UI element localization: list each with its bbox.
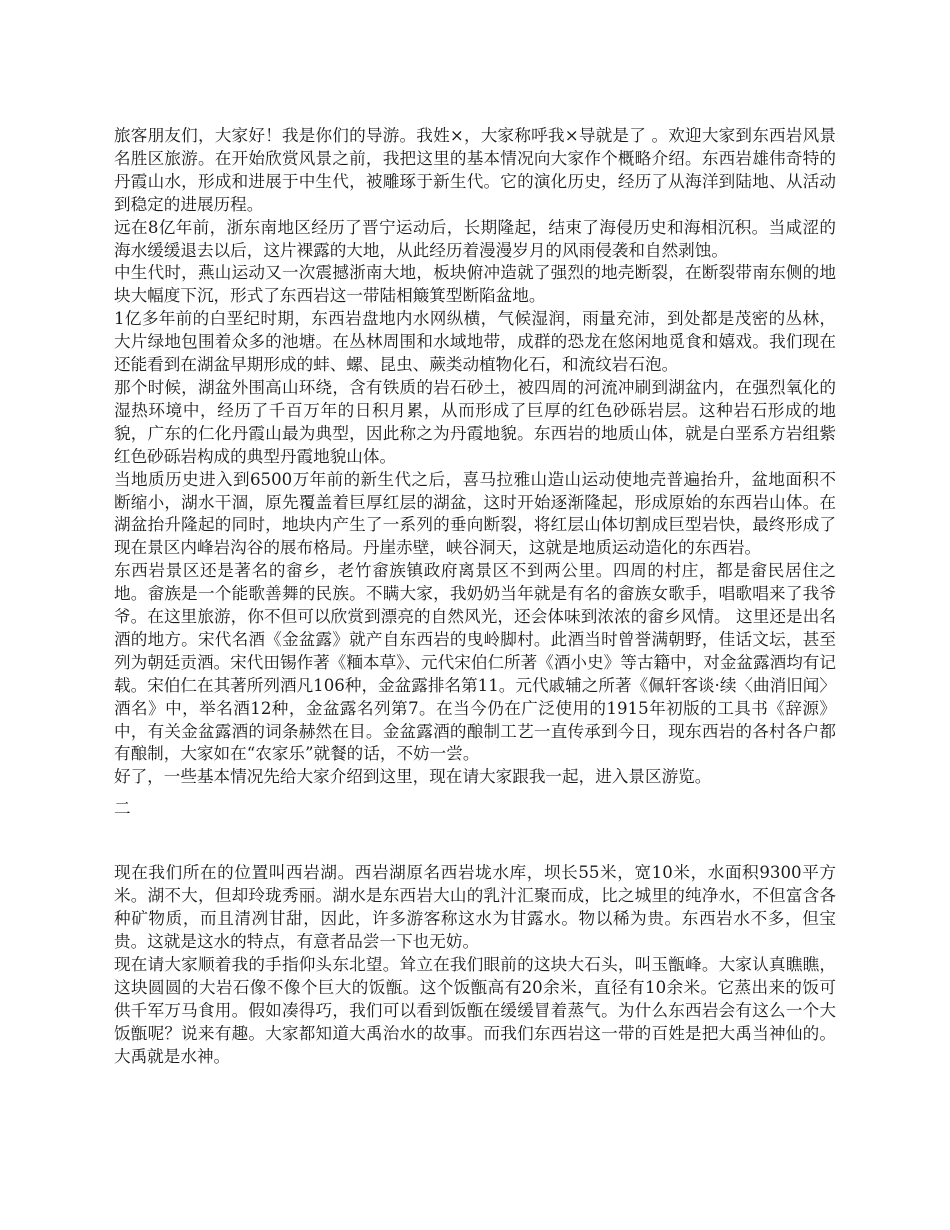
paragraph-xiyan-lake: 现在我们所在的位置叫西岩湖。西岩湖原名西岩垅水库，坝长55米，宽10米，水面积9300平方米。湖不大，但却玲珑秀丽。湖水是东西岩大山的乳汁汇聚而成，比之城里的纯净水，不但富含各种矿物质，而且清冽甘甜，因此，许多游客称这水为甘露水。物以稀为贵。东西岩水不多，但宝贵。这就是这水的特点，有意者品尝一下也无妨。 (114, 863, 836, 951)
paragraph-mesozoic: 中生代时，燕山运动又一次震撼浙南大地，板块俯冲造就了强烈的地壳断裂，在断裂带南东侧的地块大幅度下沉，形式了东西岩这一带陆相簸箕型断陷盆地。 (114, 263, 836, 306)
paragraph-danxia: 那个时候，湖盆外围高山环绕，含有铁质的岩石砂土，被四周的河流冲刷到湖盆内，在强烈氧化的湿热环境中，经历了千百万年的日积月累，从而形成了巨厚的红色砂砾岩层。这种岩石形成的地貌，广东的仁化丹霞山最为典型，因此称之为丹霞地貌。东西岩的地质山体，就是白垩系方岩组紫红色砂砾岩构成的典型丹霞地貌山体。 (114, 377, 836, 466)
paragraph-cenozoic: 当地质历史进入到6500万年前的新生代之后，喜马拉雅山造山运动使地壳普遍抬升，盆地面积不断缩小，湖水干涸，原先覆盖着巨厚红层的湖盆，这时开始逐渐隆起，形成原始的东西岩山体。在湖盆抬升隆起的同时，地块内产生了一系列的垂向断裂，将红层山体切割成巨型岩快，最终形成了现在景区内峰岩沟谷的展布格局。丹崖赤壁，峡谷洞天，这就是地质运动造化的东西岩。 (114, 469, 836, 558)
paragraph-jinning: 远在8亿年前，浙东南地区经历了晋宁运动后，长期隆起，结束了海侵历史和海相沉积。当咸涩的海水缓缓退去以后，这片裸露的大地，从此经历着漫漫岁月的风雨侵袭和自然剥蚀。 (114, 217, 836, 260)
paragraph-cretaceous: 1亿多年前的白垩纪时期，东西岩盘地内水网纵横，气候湿润，雨量充沛，到处都是茂密的丛林，大片绿地包围着众多的池塘。在丛林周围和水域地带，成群的恐龙在悠闲地觅食和嬉戏。我们现在还能看到在湖盆早期形成的蚌、螺、昆虫、蕨类动植物化石，和流纹岩石泡。 (114, 309, 836, 375)
paragraph-closing: 好了，一些基本情况先给大家介绍到这里，现在请大家跟我一起，进入景区游览。 (114, 767, 712, 787)
paragraph-she-culture: 东西岩景区还是著名的畲乡，老竹畲族镇政府离景区不到两公里。四周的村庄，都是畲民居住之地。畲族是一个能歌善舞的民族。不瞒大家，我奶奶当年就是有名的畲族女歌手，唱歌唱来了我爷爷。在这里旅游，你不但可以欣赏到漂亮的自然风光，还会体味到浓浓的畲乡风情。 这里还是出名酒的地方。宋代名酒《金盆露》就产自东西岩的曳岭脚村。此酒当时曾誉满朝野，佳话文坛，甚至列为朝廷贡酒。宋代田锡作著《糆本草》、元代宋伯仁所著《酒小史》等古籍中，对金盆露酒均有记载。宋伯仁在其著所列酒凡106种，金盆露排名第11。元代戚辅之所著《佩轩客谈·续〈曲消旧闻〉酒名》中，举名酒12种，金盆露名列第7。在当今仍在广泛使用的1915年初版的工具书《辞源》中，有关金盆露酒的词条赫然在目。金盆露酒的酿制工艺一直传承到今日，现东西岩的各村各户都有酿制，大家如在“农家乐”就餐的话，不妨一尝。 (114, 561, 836, 764)
paragraph-yuzeng-peak: 现在请大家顺着我的手指仰头东北望。耸立在我们眼前的这块大石头，叫玉甑峰。大家认真瞧瞧，这块圆圆的大岩石像不像个巨大的饭甑。这个饭甑高有20余米，直径有10余米。它蒸出来的饭可供千军万马食用。假如凑得巧，我们可以看到饭甑在缓缓冒着蒸气。为什么东西岩会有这么一个大饭甑呢？说来有趣。大家都知道大禹治水的故事。而我们东西岩这一带的百姓是把大禹当神仙的。大禹就是水神。 (114, 954, 836, 1066)
section-number: 二 (114, 799, 131, 819)
paragraph-intro: 旅客朋友们，大家好！我是你们的导游。我姓×，大家称呼我×导就是了 。欢迎大家到东西岩风景名胜区旅游。在开始欣赏风景之前，我把这里的基本情况向大家作个概略介绍。东西岩雄伟奇特的丹霞山水，形成和进展于中生代，被雕琢于新生代。它的演化历史，经历了从海洋到陆地、从活动到稳定的进展历程。 (114, 126, 836, 214)
document-body (114, 125, 836, 1068)
